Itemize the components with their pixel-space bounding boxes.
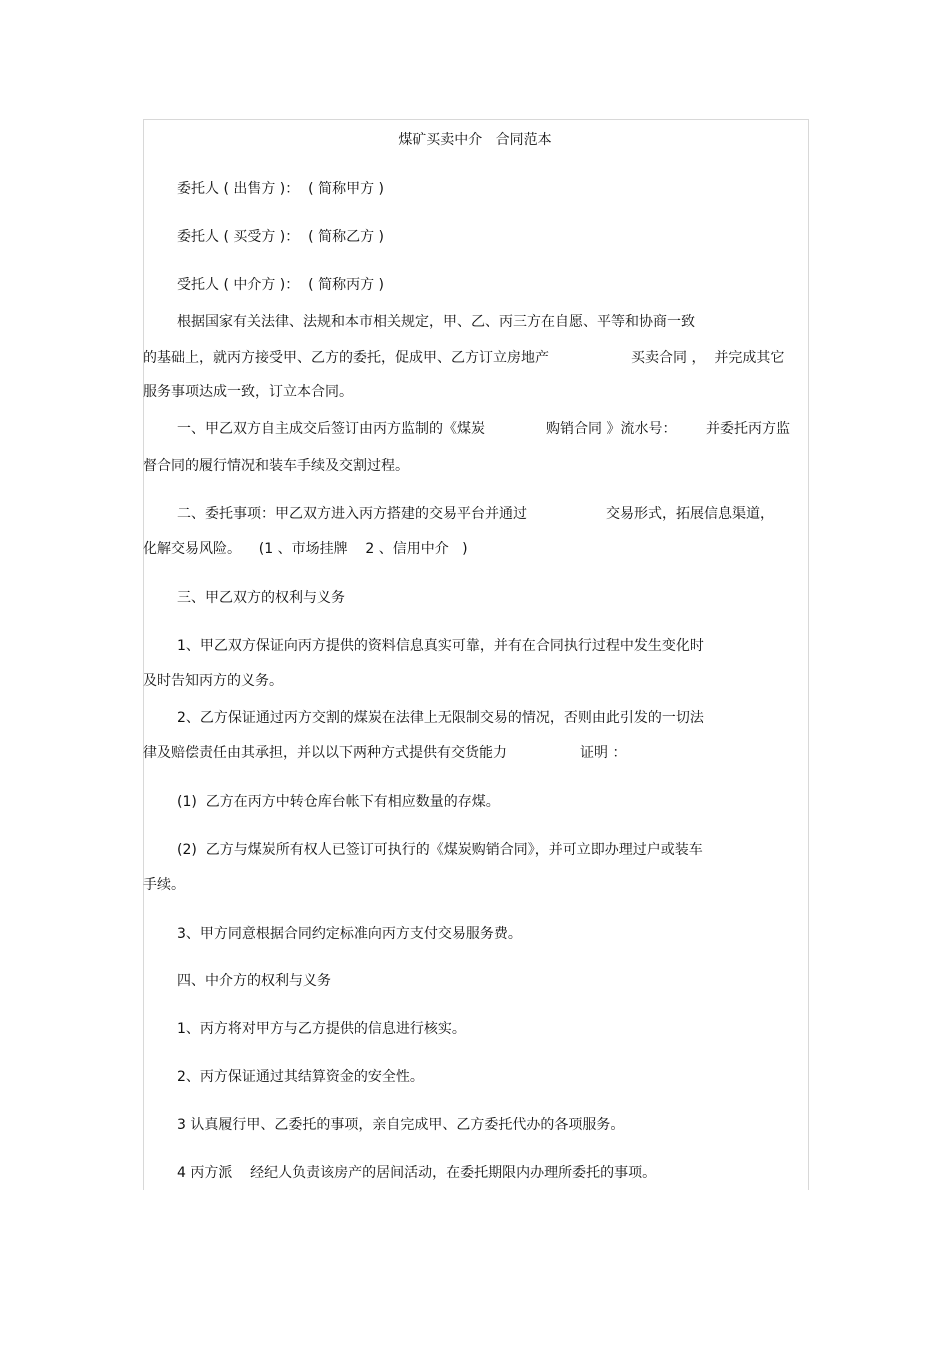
preamble-line-1: 根据国家有关法律、法规和本市相关规定，甲、乙、丙三方在自愿、平等和协商一致 xyxy=(177,314,695,330)
section-3-item-2-line-1: 2、乙方保证通过丙方交割的煤炭在法律上无限制交易的情况，否则由此引发的一切法 xyxy=(177,710,704,726)
section-3-item-3: 3、甲方同意根据合同约定标准向丙方支付交易服务费。 xyxy=(177,926,522,942)
section-4-item-4: 4 丙方派 经纪人负责该房产的居间活动，在委托期限内办理所委托的事项。 xyxy=(177,1165,657,1181)
section-4-item-3: 3 认真履行甲、乙委托的事项，亲自完成甲、乙方委托代办的各项服务。 xyxy=(177,1117,625,1133)
section-3-heading: 三、甲乙双方的权利与义务 xyxy=(177,590,345,606)
section-3-sub-2-line-2: 手续。 xyxy=(143,877,185,893)
clause-1-line-2: 督合同的履行情况和装车手续及交割过程。 xyxy=(143,458,409,474)
section-3-sub-1: (1) 乙方在丙方中转仓库台帐下有相应数量的存煤。 xyxy=(177,794,500,810)
section-4-heading: 四、中介方的权利与义务 xyxy=(177,973,331,989)
clause-1-line-1a: 一、甲乙双方自主成交后签订由丙方监制的《煤炭 xyxy=(177,421,485,437)
preamble-line-2a: 的基础上，就丙方接受甲、乙方的委托，促成甲、乙方订立房地产 xyxy=(143,350,549,366)
clause-1-line-1c: 并委托丙方监 xyxy=(706,421,790,437)
clause-1-line-1b: 购销合同 》流水号： xyxy=(546,421,677,437)
clause-2-line-1b: 交易形式，拓展信息渠道， xyxy=(606,506,774,522)
party-a-line: 委托人 ( 出售方 )： ( 简称甲方 ) xyxy=(177,181,384,197)
section-3-item-2-line-2a: 律及赔偿责任由其承担，并以以下两种方式提供有交货能力 xyxy=(143,745,507,761)
section-3-item-1-line-1: 1、甲乙双方保证向丙方提供的资料信息真实可靠，并有在合同执行过程中发生变化时 xyxy=(177,638,704,654)
preamble-line-3: 服务事项达成一致，订立本合同。 xyxy=(143,384,353,400)
section-4-item-2: 2、丙方保证通过其结算资金的安全性。 xyxy=(177,1069,424,1085)
document-title: 煤矿买卖中介 合同范本 xyxy=(398,132,552,148)
preamble-line-2b: 买卖合同 ， 并完成其它 xyxy=(631,350,785,366)
section-3-item-2-line-2b: 证明 ： xyxy=(580,745,627,761)
clause-2-line-2: 化解交易风险。 (1 、市场挂牌 2 、信用中介 ) xyxy=(143,541,468,557)
party-b-line: 委托人 ( 买受方 )： ( 简称乙方 ) xyxy=(177,229,384,245)
section-3-sub-2-line-1: (2) 乙方与煤炭所有权人已签订可执行的《煤炭购销合同》，并可立即办理过户或装车 xyxy=(177,842,703,858)
section-3-item-1-line-2: 及时告知丙方的义务。 xyxy=(143,673,283,689)
section-4-item-1: 1、丙方将对甲方与乙方提供的信息进行核实。 xyxy=(177,1021,466,1037)
clause-2-line-1a: 二、委托事项：甲乙双方进入丙方搭建的交易平台并通过 xyxy=(177,506,527,522)
party-c-line: 受托人 ( 中介方 )： ( 简称丙方 ) xyxy=(177,277,384,293)
